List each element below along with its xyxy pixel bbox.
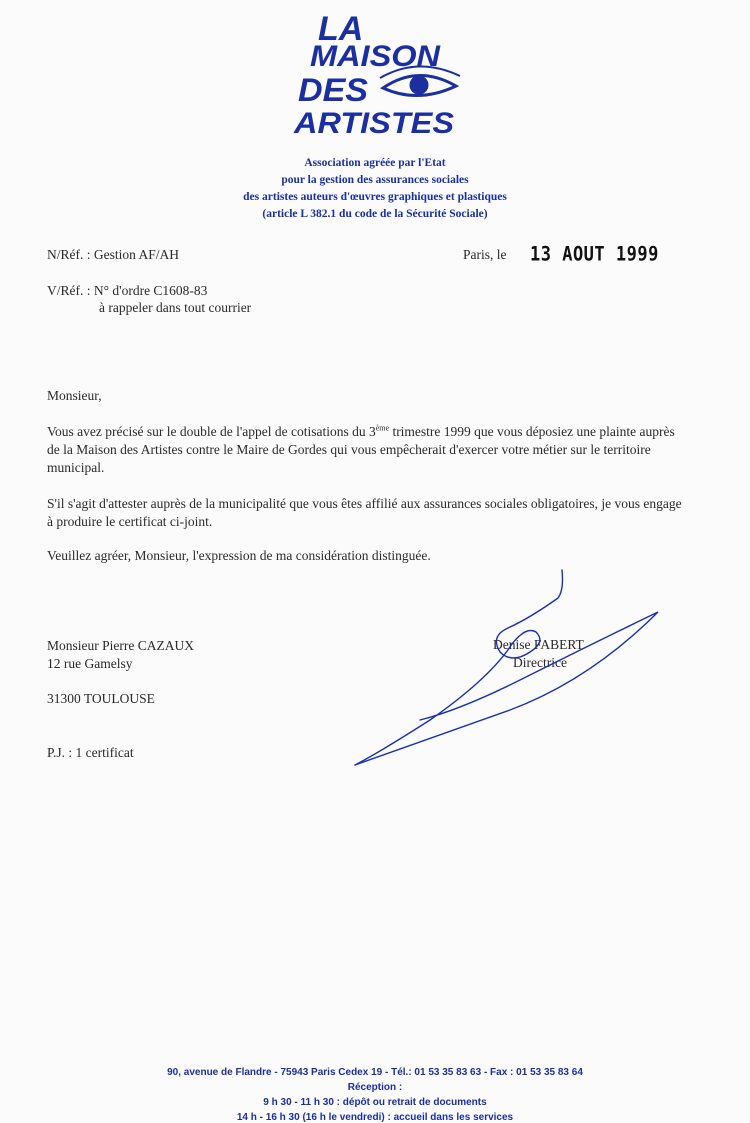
logo-line-artistes: ARTISTES: [292, 107, 454, 140]
date-stamp: 13 AOUT 1999: [530, 243, 659, 266]
logo-line-la: LA: [318, 10, 364, 48]
salutation: Monsieur,: [47, 388, 102, 403]
association-line: pour la gestion des assurances sociales: [281, 174, 469, 186]
date-place: Paris, le: [463, 247, 507, 262]
footer-hours-2: 14 h - 16 h 30 (16 h le vendredi) : accueil dans les services: [236, 1112, 514, 1123]
ordinal-suffix: ème: [375, 423, 390, 433]
your-reference: V/Réf. : N° d'ordre C1608-83: [47, 283, 208, 298]
paragraph-2: S'il s'agit d'attester auprès de la municipalité que vous êtes affilié aux assurances sociales obligatoires, je vous engage à produire le certificat ci-joint.: [47, 496, 682, 529]
footer-address: 90, avenue de Flandre - 75943 Paris Cedex 19 - Tél.: 01 53 35 83 63 - Fax : 01 53 35 83 64: [167, 1067, 583, 1078]
association-line: des artistes auteurs d'œuvres graphiques et plastiques: [243, 191, 507, 203]
our-reference: N/Réf. : Gestion AF/AH: [47, 247, 180, 262]
paragraph-1-start: Vous avez précisé sur le double de l'appel de cotisations du 3: [47, 424, 376, 439]
paragraph-1: [47, 423, 687, 477]
enclosure: P.J. : 1 certificat: [47, 745, 134, 760]
association-line: (article L 382.1 du code de la Sécurité Sociale): [262, 208, 488, 220]
signatory-name: Denise FABERT: [493, 637, 584, 652]
closing-formula: Veuillez agréer, Monsieur, l'expression de ma considération distinguée.: [47, 548, 431, 563]
association-description: [200, 155, 550, 223]
association-line: Association agréée par l'Etat: [304, 157, 446, 169]
logo-line-des: DES: [298, 72, 369, 108]
reference-note: à rappeler dans tout courrier: [99, 300, 252, 315]
recipient-city: 31300 TOULOUSE: [47, 691, 155, 706]
maison-des-artistes-logo: [288, 6, 468, 146]
recipient-street: 12 rue Gamelsy: [47, 656, 133, 671]
footer-reception: Réception :: [347, 1082, 403, 1093]
paragraph-1-end: trimestre 1999 que vous déposiez une plainte auprès de la Maison des Artistes contre le Maire de Gordes qui vous empêcherait d'exercer votre métier sur le territoire municipal.: [47, 424, 675, 475]
logo-line-maison: MAISON: [310, 40, 442, 73]
recipient-name: Monsieur Pierre CAZAUX: [47, 638, 194, 653]
footer-hours-1: 9 h 30 - 11 h 30 : dépôt ou retrait de documents: [263, 1097, 487, 1108]
handwritten-signature: [340, 560, 670, 780]
signatory-title: Directrice: [513, 655, 567, 670]
